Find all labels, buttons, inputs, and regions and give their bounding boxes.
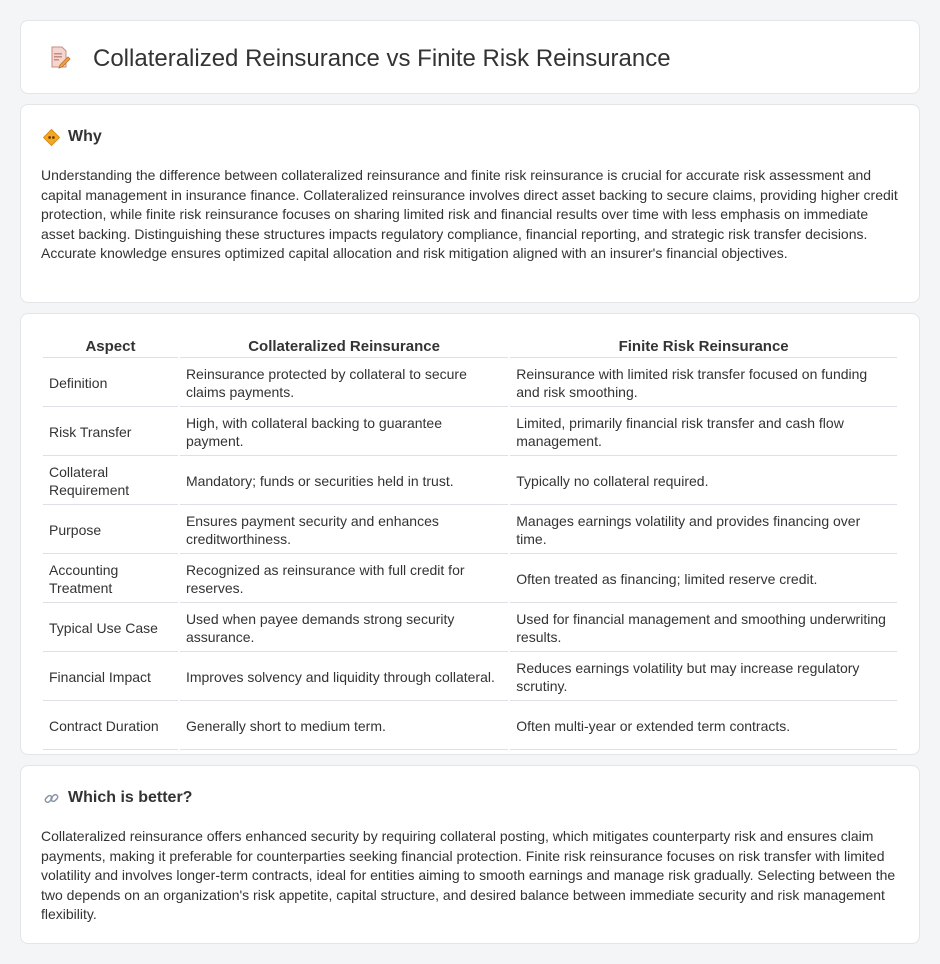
aspect-cell: Collateral Requirement	[43, 458, 178, 505]
collateralized-cell: Generally short to medium term.	[180, 703, 508, 750]
header-card	[20, 20, 920, 94]
aspect-cell: Contract Duration	[43, 703, 178, 750]
table-row	[43, 507, 897, 554]
aspect-cell: Risk Transfer	[43, 409, 178, 456]
table-row	[43, 360, 897, 407]
table-row	[43, 703, 897, 750]
collateralized-cell: Improves solvency and liquidity through collateral.	[180, 654, 508, 701]
aspect-cell: Typical Use Case	[43, 605, 178, 652]
table-row	[43, 458, 897, 505]
comparison-table	[41, 336, 899, 752]
finite-risk-cell: Reduces earnings volatility but may increase regulatory scrutiny.	[510, 654, 897, 701]
collateralized-cell: High, with collateral backing to guarantee payment.	[180, 409, 508, 456]
collateralized-cell: Reinsurance protected by collateral to secure claims payments.	[180, 360, 508, 407]
better-text: Collateralized reinsurance offers enhanced security by requiring collateral posting, which mitigates counterparty risk and ensures claim payments, making it preferable for counterparties seeking financial protection. Finite risk reinsurance focuses on risk transfer with limited volatility and involves longer-term contracts, ideal for entities aiming to smooth earnings and manage risk gradually. Selecting between the two depends on an organization's risk appetite, capital structure, and desired balance between immediate security and risk management flexibility.	[41, 828, 896, 923]
collateralized-cell: Recognized as reinsurance with full credit for reserves.	[180, 556, 508, 603]
aspect-cell: Financial Impact	[43, 654, 178, 701]
link-icon	[43, 790, 60, 807]
diamond-sign-icon	[43, 129, 60, 146]
aspect-cell: Purpose	[43, 507, 178, 554]
table-row	[43, 556, 897, 603]
comparison-table-card	[20, 313, 920, 755]
header-aspect: Aspect	[43, 338, 178, 358]
aspect-cell: Accounting Treatment	[43, 556, 178, 603]
finite-risk-cell: Often treated as financing; limited reserve credit.	[510, 556, 897, 603]
why-text: Understanding the difference between collateralized reinsurance and finite risk reinsurance is crucial for accurate risk assessment and capital management in insurance finance. Collateralized reinsurance involves direct asset backing to secure claims, providing higher credit protection, while finite risk reinsurance focuses on sharing limited risk and financial results over time with less emphasis on immediate asset backing. Distinguishing these structures impacts regulatory compliance, financial reporting, and strategic risk transfer decisions. Accurate knowledge ensures optimized capital allocation and risk mitigation aligned with an insurer's financial objectives.	[41, 167, 898, 262]
better-heading: Which is better?	[68, 789, 193, 806]
finite-risk-cell: Used for financial management and smoothing underwriting results.	[510, 605, 897, 652]
table-header-row	[43, 338, 897, 358]
why-heading: Why	[68, 128, 102, 145]
finite-risk-cell: Typically no collateral required.	[510, 458, 897, 505]
table-row	[43, 654, 897, 701]
collateralized-cell: Mandatory; funds or securities held in trust.	[180, 458, 508, 505]
aspect-cell: Definition	[43, 360, 178, 407]
table-row	[43, 409, 897, 456]
which-is-better-section	[20, 765, 920, 944]
page-title: Collateralized Reinsurance vs Finite Risk Reinsurance	[93, 45, 671, 72]
header-finite-risk: Finite Risk Reinsurance	[510, 338, 897, 358]
finite-risk-cell: Often multi-year or extended term contracts.	[510, 703, 897, 750]
collateralized-cell: Ensures payment security and enhances creditworthiness.	[180, 507, 508, 554]
header-collateralized: Collateralized Reinsurance	[180, 338, 508, 358]
finite-risk-cell: Reinsurance with limited risk transfer focused on funding and risk smoothing.	[510, 360, 897, 407]
collateralized-cell: Used when payee demands strong security assurance.	[180, 605, 508, 652]
table-row	[43, 605, 897, 652]
finite-risk-cell: Manages earnings volatility and provides financing over time.	[510, 507, 897, 554]
why-section	[20, 104, 920, 303]
finite-risk-cell: Limited, primarily financial risk transfer and cash flow management.	[510, 409, 897, 456]
document-pencil-icon	[47, 45, 71, 69]
